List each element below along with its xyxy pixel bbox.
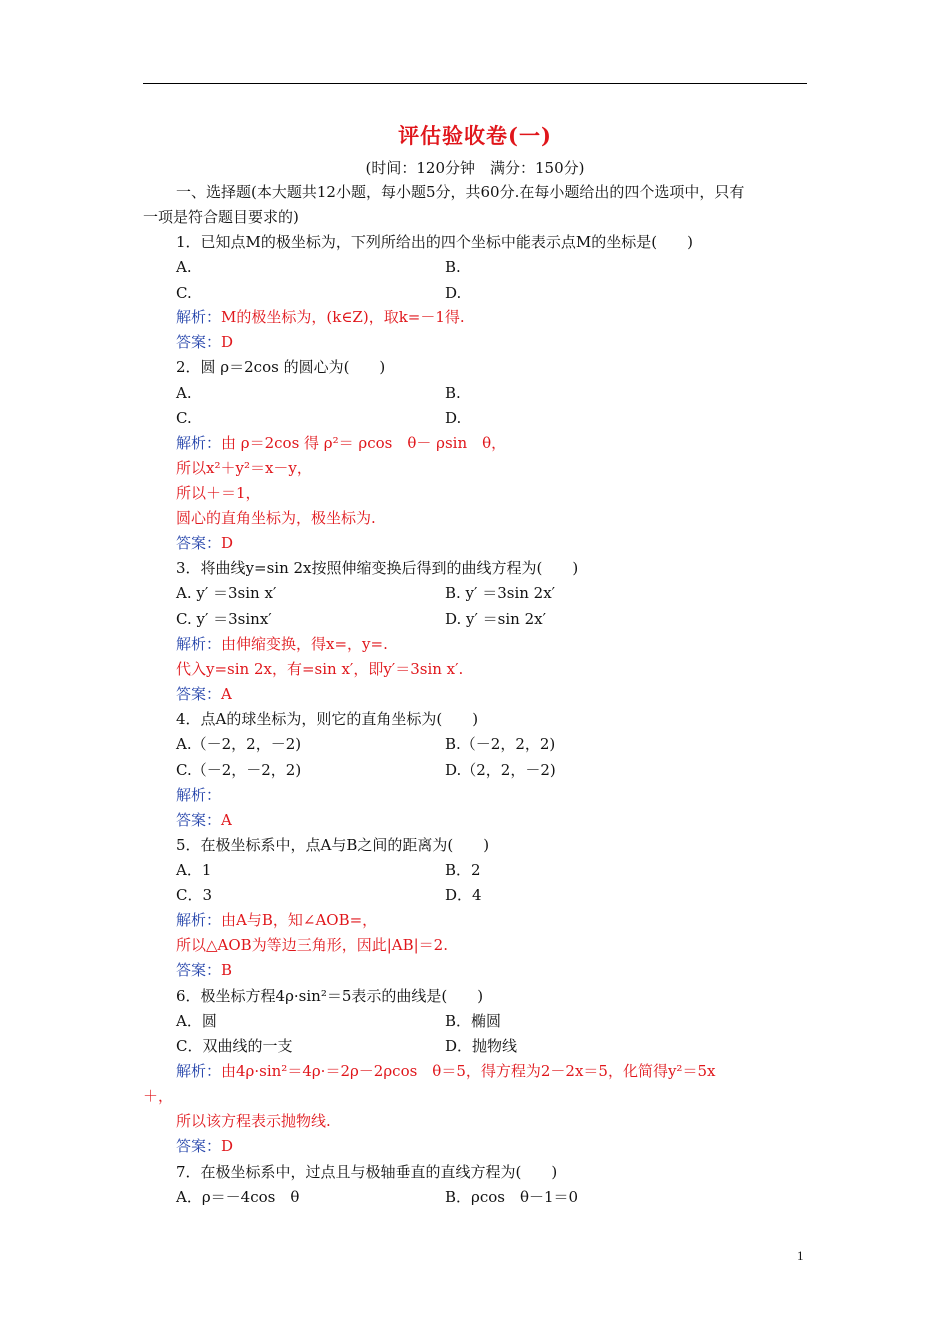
line-text: 2．圆 ρ＝2cos 的圆心为( ) xyxy=(176,358,386,376)
text-line xyxy=(445,609,546,629)
line-text: 代入y=sin 2x，有=sin x′，即y′＝3sin x′. xyxy=(176,660,464,678)
text-line xyxy=(176,960,232,980)
line-text: D xyxy=(221,1137,234,1155)
line-text: A. xyxy=(176,258,192,276)
text-line xyxy=(176,583,276,603)
line-text: D．抛物线 xyxy=(445,1037,518,1055)
text-line xyxy=(176,182,744,202)
text-line xyxy=(445,1187,578,1207)
line-text: 一项是符合题目要求的) xyxy=(143,208,299,226)
line-text: A．1 xyxy=(176,861,212,879)
page-title: 评估验收卷(一) xyxy=(398,123,552,148)
answer-label: 答案： xyxy=(176,333,222,351)
text-line xyxy=(176,283,192,303)
text-line xyxy=(445,860,481,880)
text-line xyxy=(176,483,261,503)
line-text: 所以x²＋y²＝x－y， xyxy=(176,459,312,477)
text-line xyxy=(176,709,478,729)
solution-label: 解析： xyxy=(176,635,222,653)
text-line xyxy=(176,734,301,754)
text-line xyxy=(176,1136,233,1156)
text-line xyxy=(176,1036,292,1056)
text-line xyxy=(176,910,377,930)
text-line xyxy=(143,207,299,227)
line-text: A．圆 xyxy=(176,1012,217,1030)
text-line xyxy=(176,433,506,453)
text-line xyxy=(176,609,272,629)
answer-label: 答案： xyxy=(176,811,222,829)
line-text: B．2 xyxy=(445,861,481,879)
line-text: A. xyxy=(176,384,192,402)
answer-label: 答案： xyxy=(176,961,222,979)
exam-info: (时间：120分钟 满分：150分) xyxy=(365,159,585,177)
line-text: 圆心的直角坐标为，极坐标为. xyxy=(176,509,376,527)
line-text: B．椭圆 xyxy=(445,1012,502,1030)
line-text: D. xyxy=(445,409,462,427)
line-text: 所以＋＝1， xyxy=(176,484,261,502)
text-line xyxy=(176,634,388,654)
text-line xyxy=(445,885,482,905)
text-line xyxy=(176,1162,557,1182)
line-text: A xyxy=(221,685,232,703)
line-text: C．双曲线的一支 xyxy=(176,1037,293,1055)
text-line xyxy=(445,583,555,603)
solution-label: 解析： xyxy=(176,308,222,326)
text-line xyxy=(445,283,461,303)
text-line xyxy=(176,307,465,327)
text-line xyxy=(176,835,489,855)
text-line xyxy=(176,885,212,905)
line-text: A xyxy=(221,811,232,829)
line-text: 一、选择题(本大题共12小题，每小题5分，共60分.在每小题给出的四个选项中，只有 xyxy=(176,183,745,201)
text-line xyxy=(176,558,578,578)
header-rule xyxy=(143,83,807,84)
text-line xyxy=(445,734,555,754)
text-line xyxy=(143,1086,173,1106)
line-text: B. y′ ＝3sin 2x′ xyxy=(445,584,556,602)
text-line xyxy=(445,408,461,428)
line-text: B. xyxy=(445,384,461,402)
text-line xyxy=(176,533,233,553)
line-text: A．ρ＝－4cos θ xyxy=(176,1188,300,1206)
line-text: C. y′ ＝3sinx′ xyxy=(176,610,272,628)
line-text: 所以△AOB为等边三角形，因此|AB|＝2. xyxy=(176,936,448,954)
line-text: D xyxy=(221,534,234,552)
solution-label: 解析： xyxy=(176,1062,222,1080)
line-text: M的极坐标为，(k∈Z)，取k=－1得. xyxy=(221,308,465,326)
line-text: B. xyxy=(445,258,461,276)
text-line xyxy=(445,257,461,277)
line-text: D．4 xyxy=(445,886,482,904)
line-text: C.（－2，－2，2) xyxy=(176,761,302,779)
line-text: 3．将曲线y=sin 2x按照伸缩变换后得到的曲线方程为( ) xyxy=(176,559,579,577)
solution-label: 解析： xyxy=(176,434,222,452)
line-text: ＋， xyxy=(143,1087,174,1105)
text-line xyxy=(176,1011,217,1031)
line-text: C．3 xyxy=(176,886,213,904)
solution-label: 解析： xyxy=(176,786,222,804)
text-line xyxy=(176,508,376,528)
line-text: 由4ρ·sin²＝4ρ·＝2ρ－2ρcos θ＝5，得方程为2－2x＝5，化简得y²＝5x xyxy=(221,1062,716,1080)
text-line xyxy=(445,1011,501,1031)
text-line xyxy=(176,684,232,704)
line-text: A. y′ ＝3sin x′ xyxy=(176,584,277,602)
line-text: 1．已知点M的极坐标为，下列所给出的四个坐标中能表示点M的坐标是( ) xyxy=(176,233,693,251)
line-text: B．ρcos θ－1＝0 xyxy=(445,1188,579,1206)
text-line xyxy=(176,458,312,478)
text-line xyxy=(445,383,461,403)
text-line xyxy=(445,760,556,780)
text-line xyxy=(176,1061,715,1081)
text-line xyxy=(176,935,448,955)
solution-label: 解析： xyxy=(176,911,222,929)
text-line xyxy=(176,860,211,880)
line-text: C. xyxy=(176,284,192,302)
line-text: 4．点A的球坐标为，则它的直角坐标为( ) xyxy=(176,710,479,728)
text-line xyxy=(176,986,483,1006)
answer-label: 答案： xyxy=(176,534,222,552)
text-line xyxy=(176,760,301,780)
line-text: B xyxy=(221,961,233,979)
text-line xyxy=(176,785,221,805)
text-line xyxy=(176,232,693,252)
line-text: 由 ρ＝2cos 得 ρ²＝ ρcos θ－ ρsin θ， xyxy=(221,434,507,452)
line-text: 6．极坐标方程4ρ·sin²＝5表示的曲线是( ) xyxy=(176,987,484,1005)
line-text: C. xyxy=(176,409,192,427)
text-line xyxy=(176,408,192,428)
line-text: D. y′ ＝sin 2x′ xyxy=(445,610,547,628)
line-text: D xyxy=(221,333,234,351)
line-text: D. xyxy=(445,284,462,302)
line-text: 5．在极坐标系中，点A与B之间的距离为( ) xyxy=(176,836,490,854)
line-text: A.（－2，2，－2) xyxy=(176,735,302,753)
text-line xyxy=(176,810,232,830)
answer-label: 答案： xyxy=(176,1137,222,1155)
line-text: 7．在极坐标系中，过点且与极轴垂直的直线方程为( ) xyxy=(176,1163,558,1181)
line-text: B.（－2，2，2) xyxy=(445,735,556,753)
page-number: 1 xyxy=(797,1248,804,1263)
text-line xyxy=(445,1036,517,1056)
line-text: 所以该方程表示抛物线. xyxy=(176,1112,331,1130)
text-line xyxy=(176,357,385,377)
text-line xyxy=(176,1187,299,1207)
line-text: 由A与B，知∠AOB=， xyxy=(221,911,378,929)
text-line xyxy=(176,383,192,403)
answer-label: 答案： xyxy=(176,685,222,703)
line-text: D.（2，2，－2) xyxy=(445,761,556,779)
line-text: 由伸缩变换，得x=，y=. xyxy=(221,635,388,653)
text-line xyxy=(176,659,463,679)
text-line xyxy=(176,1111,331,1131)
text-line xyxy=(176,257,192,277)
text-line xyxy=(176,332,233,352)
